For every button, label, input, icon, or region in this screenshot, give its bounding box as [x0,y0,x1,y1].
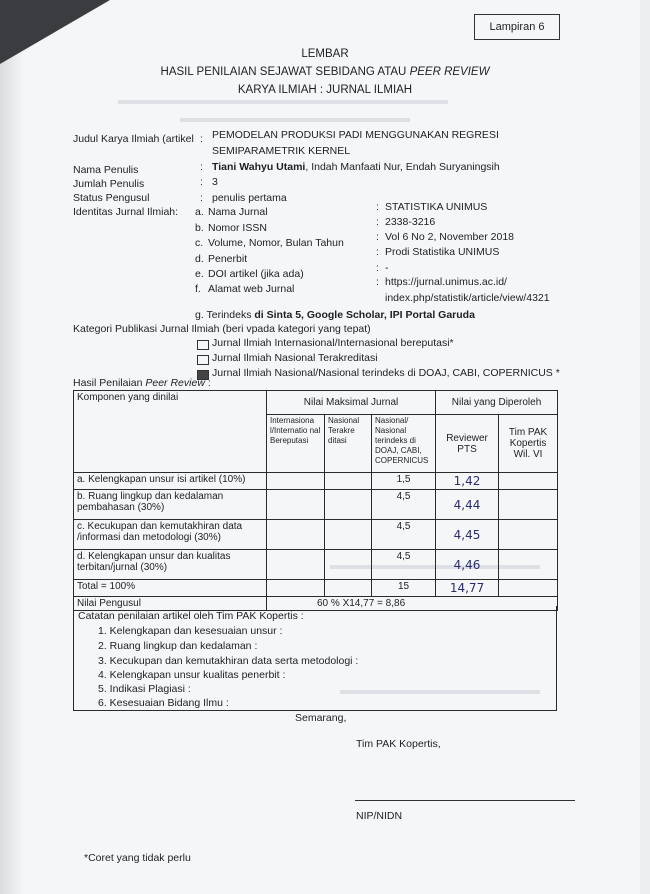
pengusul-value: 60 % X14,77 = 8,86 [267,597,558,611]
identitas-label-a: Nama Jurnal [208,206,268,218]
identitas-colon-b: : [376,216,379,228]
pengusul-label: Nilai Pengusul [74,597,267,611]
identitas-key-d: d. [195,253,204,265]
row-b-tim [499,490,558,520]
hasil-label: Hasil Penilaian Peer Review : [73,377,211,389]
row-c-tim [499,520,558,550]
signature-nip: NIP/NIDN [356,810,403,822]
identitas-label-b: Nomor ISSN [208,222,267,234]
penulis-colon: : [200,161,203,173]
row-b-internasional [267,490,325,520]
identitas-value-a: STATISTIKA UNIMUS [385,201,488,213]
catatan-item-1: 1. Kelengkapan dan kesesuaian unsur : [98,625,283,637]
status-colon: : [200,192,203,204]
kategori-option-terakreditasi: Jurnal Ilmiah Nasional Terakreditasi [212,352,378,364]
penilaian-table [73,390,558,611]
bleed-through-mark [118,100,448,104]
row-d-label: d. Kelengkapan unsur dan kualitas terbitan/jurnal (30%) [74,550,267,580]
row-c-terakreditasi [325,520,372,550]
identitas-label-d: Penerbit [208,253,248,265]
row-d-terakreditasi [325,550,372,580]
identitas-key-c: c. [195,237,204,249]
signature-city: Semarang, [295,712,347,724]
header-reviewer: Reviewer PTS [436,415,499,473]
row-c-score: 4,45 [436,520,499,550]
row-a-terakreditasi [325,473,372,490]
identitas-key-e: e. [195,268,204,280]
row-b-label: b. Ruang lingkup dan kedalaman pembahasan (30%) [74,490,267,520]
identitas-value-e: - [385,262,389,274]
total-internasional [267,580,325,597]
jumlah-label: Jumlah Penulis [73,178,145,190]
total-tim [499,580,558,597]
catatan-item-3: 3. Kecukupan dan kemutakhiran data serta metodologi : [98,655,359,667]
row-c-label: c. Kecukupan dan kemutakhiran data /informasi dan metodologi (30%) [74,520,267,550]
penulis-label: Nama Penulis [73,164,139,176]
identitas-value-c: Vol 6 No 2, November 2018 [385,231,514,243]
identitas-colon-f: : [376,276,379,288]
identitas-label-c: Volume, Nomor, Bulan Tahun [208,237,344,249]
total-label: Total = 100% [74,580,267,597]
title-karya: KARYA ILMIAH : JURNAL ILMIAH [237,84,413,96]
total-max: 15 [372,580,436,597]
row-a-label: a. Kelengkapan unsur isi artikel (10%) [74,473,267,490]
checkbox-terakreditasi[interactable] [197,355,209,365]
identitas-value-d: Prodi Statistika UNIMUS [385,246,500,258]
identitas-key-b: b. [195,222,204,234]
identitas-label: Identitas Jurnal Ilmiah: [73,206,179,218]
judul-label: Judul Karya Ilmiah (artikel [73,133,194,145]
terindeks-line: g. Terindeks di Sinta 5, Google Scholar, IPI Portal Garuda [195,309,475,321]
kategori-option-internasional: Jurnal Ilmiah Internasional/Internasional bereputasi* [212,337,454,349]
header-nilai-diperoleh: Nilai yang Diperoleh [436,391,558,415]
identitas-label-e: DOI artikel (jika ada) [208,268,304,280]
row-a-tim [499,473,558,490]
identitas-key-f: f. [195,283,201,295]
header-komponen: Komponen yang dinilai [74,391,267,473]
catatan-item-2: 2. Ruang lingkup dan kedalaman : [98,640,258,652]
identitas-colon-c: : [376,231,379,243]
footnote: *Coret yang tidak perlu [84,852,191,864]
identitas-value-f: https://jurnal.unimus.ac.id/ [385,276,507,288]
identitas-colon-d: : [376,246,379,258]
identitas-colon-a: : [376,201,379,213]
row-c-internasional [267,520,325,550]
jumlah-value: 3 [212,176,218,188]
bleed-through-mark [180,118,410,122]
catatan-item-5: 5. Indikasi Plagiasi : [98,683,191,695]
identitas-label-f: Alamat web Jurnal [208,283,295,295]
identitas-colon-e: : [376,262,379,274]
row-d-score: 4,46 [436,550,499,580]
total-terakreditasi [325,580,372,597]
checkbox-internasional[interactable] [197,340,209,350]
row-a-max: 1,5 [372,473,436,490]
judul-value-2: SEMIPARAMETRIK KERNEL [212,145,351,157]
title-lembar: LEMBAR [301,48,349,60]
penulis-value: Tiani Wahyu Utami, Indah Manfaati Nur, Endah Suryaningsih [212,161,500,173]
kategori-option-terindeks: Jurnal Ilmiah Nasional/Nasional terindeks di DOAJ, CABI, COPERNICUS * [212,367,560,379]
row-b-score: 4,44 [436,490,499,520]
header-tim-pak: Tim PAK Kopertis Wil. VI [499,415,558,473]
row-b-terakreditasi [325,490,372,520]
row-d-internasional [267,550,325,580]
row-d-max: 4,5 [372,550,436,580]
header-terakreditasi: Nasional Terakre ditasi [325,415,372,473]
catatan-item-4: 4. Kelengkapan unsur kualitas penerbit : [98,669,286,681]
catatan-label: Catatan penilaian artikel oleh Tim PAK Kopertis : [78,610,304,622]
page-shadow [0,0,24,894]
header-internasional: Internasiona l/Internatio nal Bereputasi [267,415,325,473]
row-a-internasional [267,473,325,490]
status-label: Status Pengusul [73,192,150,204]
row-c-max: 4,5 [372,520,436,550]
judul-value-1: PEMODELAN PRODUKSI PADI MENGGUNAKAN REGRESI [212,129,499,141]
row-a-score: 1,42 [436,473,499,490]
title-hasil: HASIL PENILAIAN SEJAWAT SEBIDANG ATAU PEER REVIEW [160,66,490,78]
header-terindeks: Nasional/ Nasional terindeks di DOAJ, CABI, COPERNICUS [372,415,436,473]
row-b-max: 4,5 [372,490,436,520]
lampiran-box: Lampiran 6 [474,14,560,40]
identitas-value-b: 2338-3216 [385,216,436,228]
signature-line [355,800,575,801]
header-nilai-maksimal: Nilai Maksimal Jurnal [267,391,436,415]
row-d-tim [499,550,558,580]
total-score: 14,77 [436,580,499,597]
judul-colon: : [200,133,203,145]
jumlah-colon: : [200,176,203,188]
signature-tim: Tim PAK Kopertis, [356,738,441,750]
status-value: penulis pertama [212,192,287,204]
kategori-label: Kategori Publikasi Jurnal Ilmiah (beri vpada kategori yang tepat) [73,323,371,335]
identitas-value-f2: index.php/statistik/article/view/4321 [385,292,550,304]
catatan-item-6: 6. Kesesuaian Bidang Ilmu : [98,697,229,709]
identitas-key-a: a. [195,206,204,218]
